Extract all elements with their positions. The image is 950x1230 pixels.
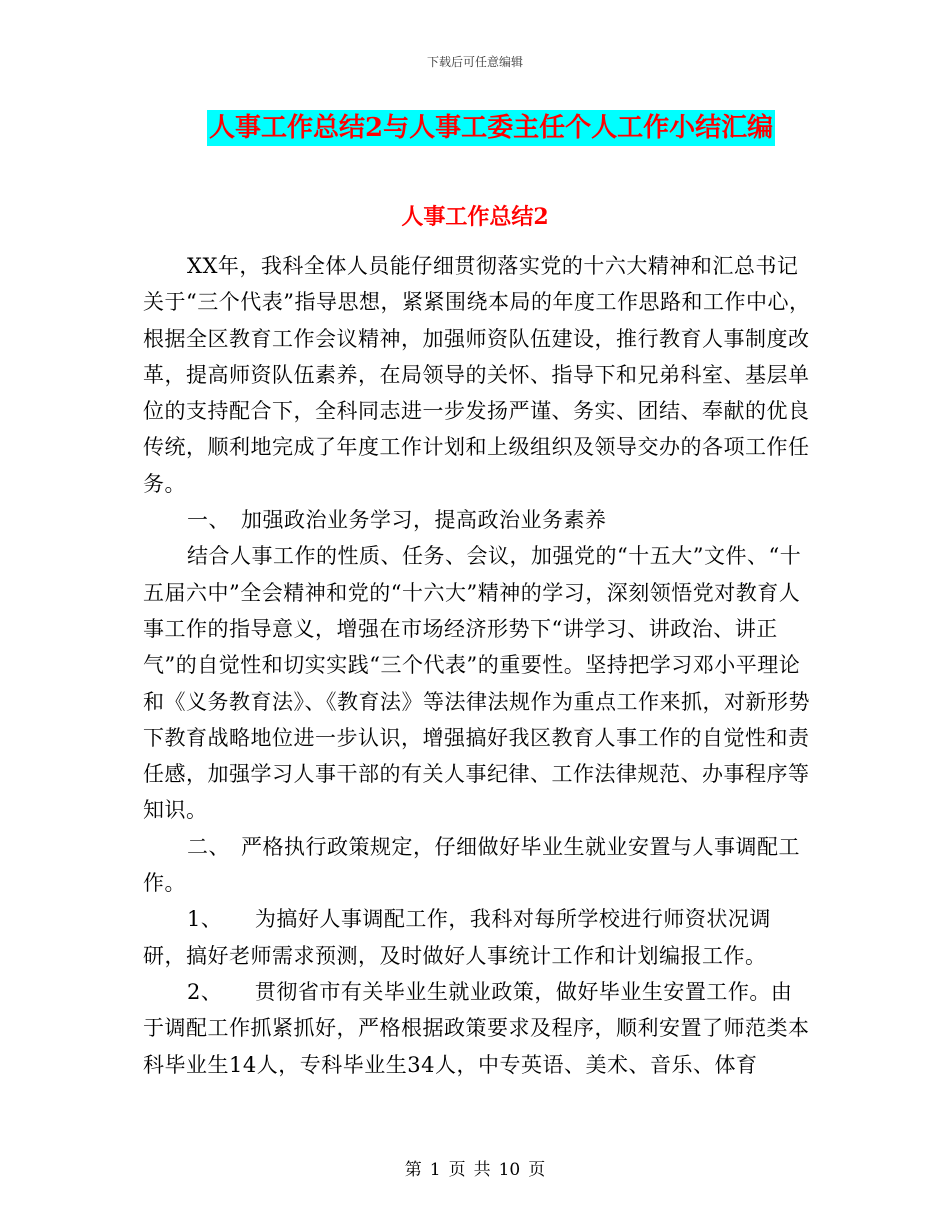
footer-page-unit: 页 [448,1160,466,1180]
paragraph-item-2: 2、 贯彻省市有关毕业生就业政策，做好毕业生安置工作。由于调配工作抓紧抓好，严格根据政策要求及程序，顺利安置了师范类本科毕业生14人，专科毕业生34人，中专英语、美术、音乐、体育 [143,979,810,1077]
paragraph-study: 结合人事工作的性质、任务、会议，加强党的“十五大”文件、“十五届六中”全会精神和党的“十六大”精神的学习，深刻领悟党对教育人事工作的指导意义，增强在市场经济形势下“讲学习、讲政治、讲正气”的自觉性和切实实践“三个代表”的重要性。坚持把学习邓小平理论和《义务教育法》、《教育法》等法律法规作为重点工作来抓，对新形势下教育战略地位进一步认识，增强搞好我区教育人事工作的自觉性和责任感，加强学习人事干部的有关人事纪律、工作法律规范、办事程序等知识。 [143,544,810,823]
header-note: 下载后可任意编辑 [426,55,523,69]
footer-total-prefix: 共 [473,1160,491,1180]
page-footer [0,1155,950,1180]
footer-prefix: 第 [404,1160,422,1180]
paragraph-item-1: 1、 为搞好人事调配工作，我科对每所学校进行师资状况调研，搞好老师需求预测，及时做好人事统计工作和计划编报工作。 [143,907,771,968]
document-title: 人事工作总结2与人事工委主任个人工作小结汇编 [207,110,775,146]
footer-total-unit: 页 [528,1160,546,1180]
footer-total-pages: 10 [498,1160,521,1180]
footer-page-number: 1 [429,1160,441,1180]
paragraph-heading-1: 一、 加强政治业务学习，提高政治业务素养 [187,508,607,533]
paragraph-heading-2: 二、 严格执行政策规定，仔细做好毕业生就业安置与人事调配工作。 [143,834,800,896]
paragraph-intro: XX年，我科全体人员能仔细贯彻落实党的十六大精神和汇总书记关于“三个代表”指导思想，紧紧围绕本局的年度工作思路和工作中心，根据全区教育工作会议精神，加强师资队伍建设，推行教育人事制度改革，提高师资队伍素养，在局领导的关怀、指导下和兄弟科室、基层单位的支持配合下，全科同志进一步发扬严谨、务实、团结、奉献的优良传统，顺利地完成了年度工作计划和上级组织及领导交办的各项工作任务。 [143,254,811,496]
section-title: 人事工作总结2 [401,204,549,230]
document-body [143,248,813,1083]
